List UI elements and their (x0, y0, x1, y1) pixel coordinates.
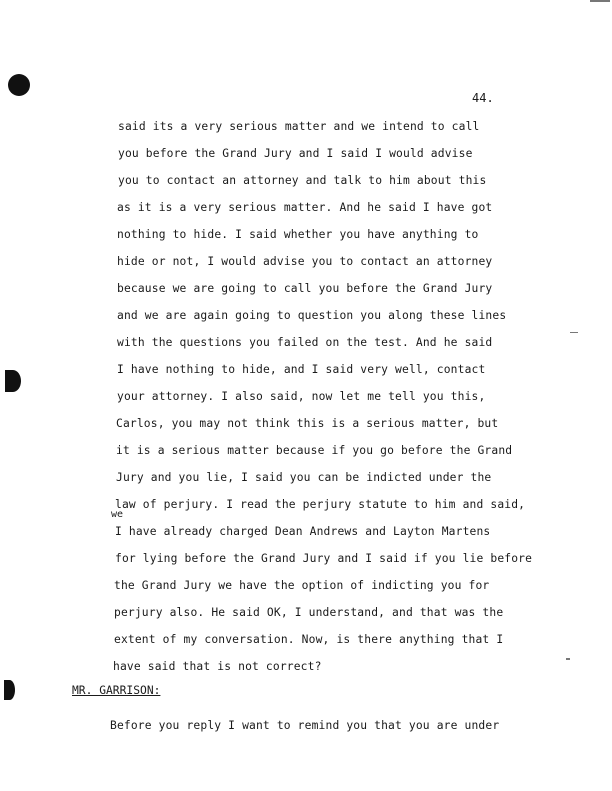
punch-hole (5, 370, 21, 392)
scan-mark (570, 332, 578, 333)
scan-mark (590, 0, 610, 2)
transcript-line: Before you reply I want to remind you that you are under (110, 719, 500, 732)
transcript-line: because we are going to call you before the Grand Jury (117, 282, 493, 295)
transcript-line: Jury and you lie, I said you can be indicted under the (116, 471, 492, 484)
transcript-line: hide or not, I would advise you to contact an attorney (117, 255, 493, 268)
transcript-line: nothing to hide. I said whether you have anything to (117, 228, 479, 241)
punch-hole (8, 74, 30, 96)
transcript-line: law of perjury. I read the perjury statute to him and said, (115, 498, 526, 511)
transcript-line: as it is a very serious matter. And he said I have got (117, 201, 493, 214)
handwritten-insertion: we (111, 509, 124, 520)
transcript-line: extent of my conversation. Now, is there anything that I (114, 633, 504, 646)
transcript-line: and we are again going to question you along these lines (117, 309, 507, 322)
transcript-line: Carlos, you may not think this is a serious matter, but (116, 417, 499, 430)
punch-hole (4, 680, 15, 700)
transcript-line: for lying before the Grand Jury and I said if you lie before (115, 552, 533, 565)
transcript-line: I have already charged Dean Andrews and Layton Martens (115, 525, 491, 538)
transcript-line: you before the Grand Jury and I said I would advise (118, 147, 473, 160)
page-number: 44. (472, 91, 494, 105)
transcript-line: with the questions you failed on the test. And he said (117, 336, 493, 349)
transcript-line: have said that is not correct? (113, 660, 322, 673)
speaker-label: MR. GARRISON: (72, 684, 161, 697)
transcript-line: I have nothing to hide, and I said very well, contact (117, 363, 486, 376)
transcript-line: it is a serious matter because if you go before the Grand (116, 444, 513, 457)
transcript-line: your attorney. I also said, now let me tell you this, (117, 390, 486, 403)
transcript-line: said its a very serious matter and we intend to call (118, 120, 480, 133)
transcript-line: you to contact an attorney and talk to him about this (118, 174, 487, 187)
transcript-line: perjury also. He said OK, I understand, and that was the (114, 606, 504, 619)
scan-mark (566, 658, 570, 660)
transcript-line: the Grand Jury we have the option of indicting you for (114, 579, 490, 592)
